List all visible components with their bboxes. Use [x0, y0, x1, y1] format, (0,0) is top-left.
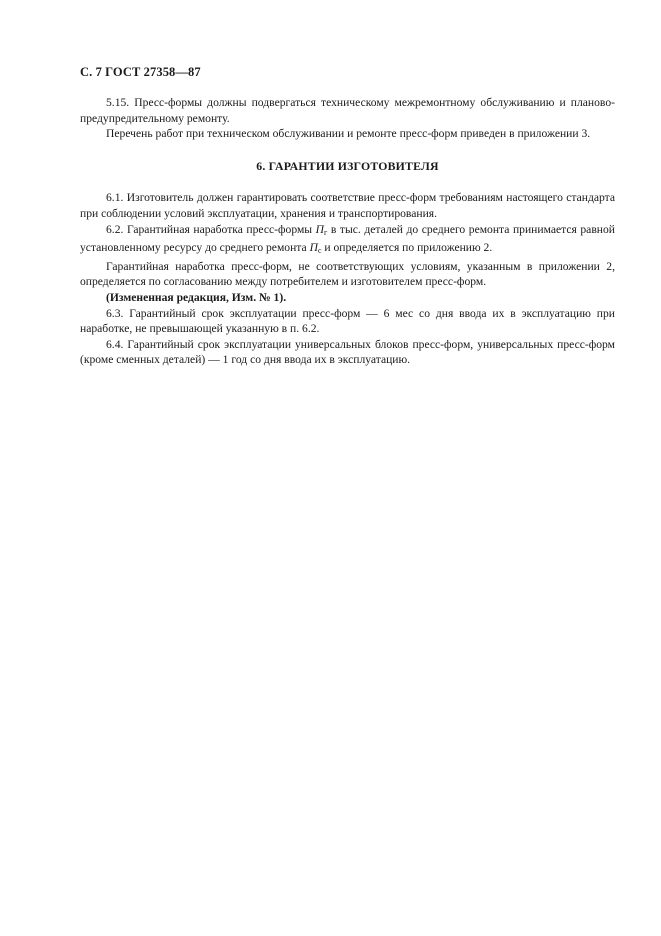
paragraph-6-3: 6.3. Гарантийный срок эксплуатации пресс-форм — 6 мес со дня ввода их в эксплуатацию при наработке, не превышающей указанную в п. 6.2. [80, 306, 615, 336]
amendment-note: (Измененная редакция, Изм. № 1). [106, 290, 287, 304]
paragraph-6-4: 6.4. Гарантийный срок эксплуатации универсальных блоков пресс-форм, универсальных пресс-форм (кроме сменных деталей) — 1 год со дня ввода их в эксплуатацию. [80, 337, 615, 367]
paragraph-6-2-part3: и определяется по приложению 2. [321, 241, 493, 255]
symbol-pc: П [309, 241, 318, 255]
document-body [80, 95, 615, 368]
paragraph-6-2-part2: в тыс. деталей до среднего ремонта принимается равной установленному ресурсу до среднего ремонта [80, 222, 615, 255]
paragraph-6-2-b: Гарантийная наработка пресс-форм, не соответствующих условиям, указанным в приложении 2, определяется по согласованию между потребителем и изготовителем пресс-форм. [80, 259, 615, 289]
paragraph-5-15-list: Перечень работ при техническом обслуживании и ремонте пресс-форм приведен в приложении 3. [106, 127, 591, 141]
page-header: С. 7 ГОСТ 27358—87 [80, 65, 201, 79]
symbol-pg: П [315, 222, 325, 236]
section-title: 6. ГАРАНТИИ ИЗГОТОВИТЕЛЯ [256, 158, 439, 173]
paragraph-6-1: 6.1. Изготовитель должен гарантировать соответствие пресс-форм требованиям настоящего стандарта при соблюдении условий эксплуатации, хранения и транспортирования. [80, 191, 615, 220]
paragraph-5-15: 5.15. Пресс-формы должны подвергаться техническому межремонтному обслуживанию и планово-предупредительному ремонту. [80, 96, 615, 125]
paragraph-6-2 [80, 222, 615, 259]
symbol-pg-subscript: г [324, 227, 328, 237]
paragraph-6-2-part1: 6.2. Гарантийная наработка пресс-формы [106, 222, 316, 236]
symbol-pc-subscript: с [317, 246, 322, 256]
